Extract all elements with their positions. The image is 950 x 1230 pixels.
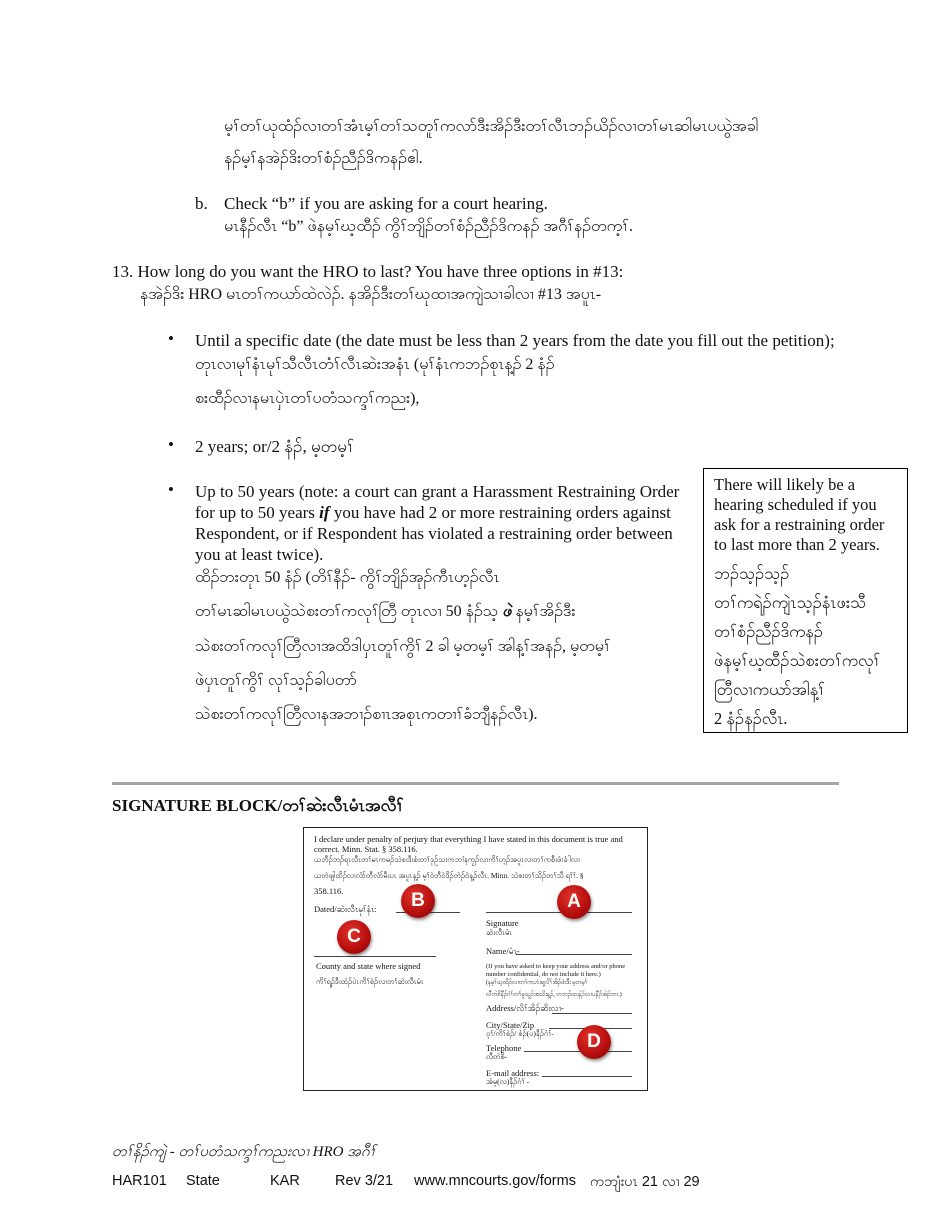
bullet-3-karen-1: ထိၣ်ဘးတုၤ 50 နံၣ် (တိၢ်နီၣ်- ကွိၢ်ဘျိၣ်အုၣ်ကီၤဟ့ၣ်လီၤ bbox=[195, 569, 500, 586]
note-en-3: ask for a restraining order bbox=[714, 515, 885, 534]
bullet-3-english-2: for up to 50 years if you have had 2 or more restraining orders against bbox=[195, 503, 671, 522]
note-en-1: There will likely be a bbox=[714, 475, 856, 494]
bullet-1-karen-2: စးထီၣ်လၢနမၤပှဲၤတၢ်ပတံသက္ဒၢ်ကညး), bbox=[195, 390, 420, 407]
declare-en-2: correct. Minn. Stat. § 358.116. bbox=[314, 844, 418, 854]
item-b-english: Check “b” if you are asking for a court hearing. bbox=[224, 194, 548, 213]
email-label-kar: အံမ့(လ)နီၣ်ဂံၢ် - bbox=[486, 1077, 530, 1086]
bullet-3-english-4: you at least twice). bbox=[195, 545, 324, 564]
bullet-3-karen-5: သဲစးတၢ်ကလုၢ်တြီလၢနအဘၢၣ်စၢၤအစုၤကတၢၢ်ခံဘျီနၣ်လီၤ). bbox=[195, 706, 538, 723]
section-divider bbox=[112, 782, 839, 785]
name-line bbox=[516, 954, 632, 955]
email-label: E-mail address: bbox=[486, 1068, 540, 1078]
bullet-3-english-1: Up to 50 years (note: a court can grant a Harassment Restraining Order bbox=[195, 482, 680, 501]
telephone-line bbox=[524, 1051, 632, 1052]
bullet-2-text: 2 years; or/2 နံၣ်, မ့တမ့ၢ် bbox=[195, 437, 355, 456]
marker-a: A bbox=[557, 885, 591, 919]
address-label: Address/လိၢ်အိၣ်ဆိးလၢ- bbox=[486, 1003, 564, 1013]
signature-label-kar: ဆဲးလီၤမံၤ bbox=[486, 928, 513, 937]
footer-revision: Rev 3/21 bbox=[335, 1173, 394, 1189]
question-13-english: 13. How long do you want the HRO to last? You have three options in #13: bbox=[112, 262, 624, 281]
footer-form-code: HAR101 bbox=[112, 1173, 167, 1189]
address-line bbox=[552, 1013, 632, 1014]
continuation-line-1: မ့ၢ်တၢ်ယုထံၣ်လၢတၢ်အံၤမ့ၢ်တၢ်သတူၢ်ကလာ်ဒီးအိၣ်ဒီးတၢ်လီၤဘၣ်ယိၣ်လၢတၢ်မၤဆါမၤပယွဲအခါ bbox=[224, 118, 759, 135]
telephone-label-kar: လီတဲစိ- bbox=[486, 1052, 508, 1061]
confidential-2: number confidential, do not include it here.) bbox=[486, 971, 601, 978]
item-b-karen: မၤနီၣ်လီၤ “b” ဖဲနမ့ၢ်ဃ့ထီၣ် ကွိၢ်ဘျိၣ်တၢ်စံၣ်ညီၣ်ဒိကနၣ် အဂီၢ်နၣ်တက့ၢ်. bbox=[224, 218, 633, 235]
note-kar-2: တၢ်ကရဲၣ်ကျဲၤသ့ၣ်နံၤဖးသီ bbox=[714, 593, 867, 612]
email-line bbox=[542, 1076, 632, 1077]
bullet-3-marker: • bbox=[168, 480, 174, 499]
signature-line bbox=[486, 912, 632, 913]
bullet-2-marker: • bbox=[168, 435, 174, 454]
confidential-4: လီတဲစိနီၣ်ဂံၢ်တၢ်ခူသူၣ်အသိးန့ၣ်, တဘၣ်ထးနဲၣ်လၢပနီၣ်အဲၣ်ဘး.) bbox=[486, 992, 622, 998]
hearing-note-box bbox=[703, 468, 908, 733]
marker-d: D bbox=[577, 1025, 611, 1059]
bullet-1-marker: • bbox=[168, 329, 174, 348]
footer-state: State bbox=[186, 1173, 220, 1189]
note-en-4: to last more than 2 years. bbox=[714, 535, 880, 554]
footer-title: တၢ်နိၣ်ကျဲ - တၢ်ပတံသက္ဒၢ်ကညးလၢ HRO အဂီၢ် bbox=[112, 1144, 376, 1160]
footer-language: KAR bbox=[270, 1173, 300, 1189]
note-en-2: hearing scheduled if you bbox=[714, 495, 877, 514]
note-kar-3: တၢ်စံၣ်ညီၣ်ဒိကနၣ် bbox=[714, 622, 823, 641]
bullet-3-karen-2: တၢ်မၤဆါမၤပယွဲသဲစးတၢ်ကလုၢ်တြီ တုၤလၢ 50 နံၣ်သ့ ဖဲ နမ့ၢ်အိၣ်ဒီး bbox=[195, 603, 576, 620]
declare-en-1: I declare under penalty of perjury that everything I have stated in this document is true and bbox=[314, 834, 623, 844]
confidential-3: (နမ့ၢ်ဃ့ထိၣ်လၢတၢ်ကဟံးရ့လိၢ်အိၣ်ဖံးဒီး မ့တမ့ၢ် bbox=[486, 980, 588, 986]
item-b-letter: b. bbox=[195, 194, 208, 213]
signature-form-example bbox=[303, 827, 648, 1091]
bullet-3-karen-4: ဖဲပှၤတူၢ်ကွိၢ် လုၢ်သ့ၣ်ခါပတာ် bbox=[195, 672, 357, 689]
signature-block-heading: SIGNATURE BLOCK/တၢ်ဆဲးလီၤမံၤအလီၢ် bbox=[112, 796, 404, 815]
bullet-3-karen-3: သဲစးတၢ်ကလုၢ်တြီလၢအထိဒါပှၤတူၢ်ကွိၢ် 2 ခါ မ့တမ့ၢ် အါန့ၢ်အနၣ်, မ့တမ့ၢ် bbox=[195, 638, 611, 655]
county-label: County and state where signed bbox=[316, 961, 421, 971]
telephone-label: Telephone bbox=[486, 1043, 522, 1053]
marker-c: C bbox=[337, 920, 371, 954]
dated-label: Dated/ဆဲးလီၤမုၢ်နံၤ: bbox=[314, 904, 377, 914]
footer-page-number: ကဘျံးပၤ 21 လၢ 29 bbox=[590, 1174, 700, 1190]
declare-kar-1: ယဘီၣ်ဘၣ်ရၤလီၤတၢ်မၤကမၣ်သဲစးဒီးစံးတၢ်ဒုဉ်သးကဘၢံနကၠၣ်လၢကိၢ်ဟ့ၣ်အပူၤလၢတၢ်ကစီးဖံၢခံါလၢ bbox=[314, 855, 580, 864]
signature-label: Signature bbox=[486, 918, 519, 928]
note-kar-5: တြီလၢကယာ်အါန့ၢ် bbox=[714, 680, 826, 699]
continuation-line-2: နၣ်မ့ၢ်နအဲၣ်ဒိးတၢ်စံၣ်ညီၣ်ဒိကနၣ်ဧါ. bbox=[224, 150, 423, 167]
bullet-1-english: Until a specific date (the date must be less than 2 years from the date you fill out the petition); bbox=[195, 331, 835, 350]
declare-kar-3: 358.116. bbox=[314, 886, 344, 896]
county-line bbox=[314, 956, 436, 957]
question-13-karen: နအဲၣ်ဒိး HRO မၤတၢ်ကယာ်ထဲလဲၣ်. နအိၣ်ဒီးတၢ်ဃုထၢအကျဲသၢခါလၢ #13 အပူၤ- bbox=[140, 286, 602, 303]
bullet-1-karen-1: တုၤလၢမုၢ်နံၤမုၢ်သီလီၤတံၢ်လီၤဆဲးအနံၤ (မုၢ်နံၤကဘၣ်စုၤန့ၣ် 2 နံၣ် bbox=[195, 356, 555, 373]
note-kar-4: ဖဲနမ့ၢ်ဃ့ထီၣ်သဲစးတၢ်ကလုၢ် bbox=[714, 651, 881, 670]
note-kar-1: ဘၣ်သ့ၣ်သ့ၣ် bbox=[714, 564, 790, 583]
city-label: City/State/Zip bbox=[486, 1020, 535, 1030]
bullet-3-english-3: Respondent, or if Respondent has violated a restraining order between bbox=[195, 524, 673, 543]
marker-b: B bbox=[401, 884, 435, 918]
footer-url: www.mncourts.gov/forms bbox=[414, 1173, 576, 1189]
name-label: Name/မံၤ- bbox=[486, 946, 520, 956]
declare-kar-2: ယတဲဖျါထိၣ်လၢလံာ်တီလံာ်မီးပၤ အပူၤန့ၣ် မ့ၢ်ဝဲတီဝဲဒိၣ်တဲၣ်ဝဲန့ၣ်လီၤ. Minn. သဲစးတၢ်သိၣ်တၢ်သီ ရၢ်ၢ်. § bbox=[314, 871, 584, 880]
note-kar-6: 2 နံၣ်နၣ်လီၤ. bbox=[714, 709, 788, 728]
county-label-kar: ကိၢ်ရ့ၣ်ဒီးထံၣ်ပဲၤကိၢ်စဲၣ်လၢတၢ်ဆဲးလီၤမံၤ bbox=[316, 977, 424, 986]
confidential-1: (If you have asked to keep your address and/or phone bbox=[486, 963, 626, 970]
city-label-kar: ဝ့ၢ်/ကိၢ်စဲၣ်/ စံၣ်(ပ)နီၣ်ဂံၢ်- bbox=[486, 1029, 554, 1038]
